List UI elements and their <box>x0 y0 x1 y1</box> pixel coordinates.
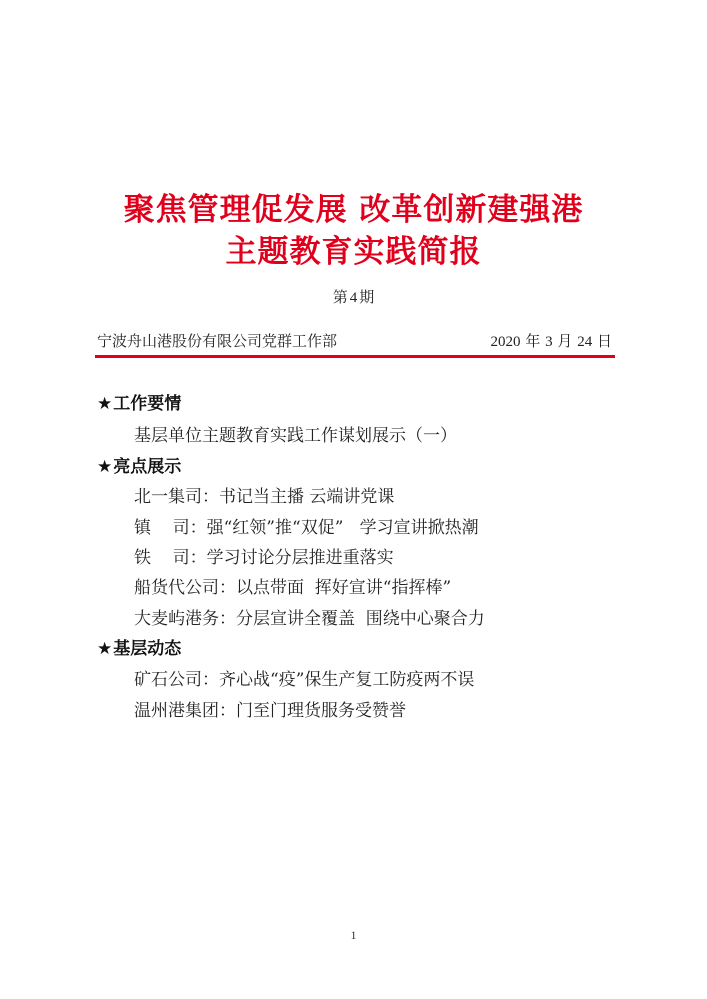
list-item: 大麦屿港务：分层宣讲全覆盖 围绕中心聚合力 <box>134 609 485 629</box>
list-item: 温州港集团：门至门理货服务受赞誉 <box>134 701 406 721</box>
issue-number-label <box>0 286 707 309</box>
section-heading-grassroots <box>97 636 181 662</box>
list-item: 北一集司：书记当主播 云端讲党课 <box>134 487 395 507</box>
section-title: 亮点展示 <box>113 457 182 477</box>
issuing-organization: 宁波舟山港股份有限公司党群工作部 <box>97 332 338 350</box>
list-item: 矿石公司：齐心战“疫”保生产复工防疫两不误 <box>134 670 475 690</box>
list-item: 船货代公司：以点带面 挥好宣讲“指挥棒” <box>134 578 452 598</box>
red-divider-line <box>95 355 615 358</box>
date-day: 24 <box>577 334 593 350</box>
issue-prefix: 第 <box>332 288 348 306</box>
page-number: 1 <box>350 928 357 942</box>
document-title-line-1: 聚焦管理促发展 改革创新建强港 <box>123 192 584 228</box>
list-item: 铁 司：学习讨论分层推进重落实 <box>134 548 394 568</box>
section-heading-highlights <box>97 454 181 480</box>
issue-suffix: 期 <box>359 288 375 306</box>
issue-date <box>491 330 612 353</box>
date-year-unit: 年 <box>525 332 541 350</box>
star-icon: ★ <box>97 394 113 414</box>
section-title: 工作要情 <box>113 394 182 414</box>
date-year: 2020 <box>490 334 521 350</box>
section-title: 基层动态 <box>113 639 182 659</box>
list-item: 镇 司：强“红领”推“双促” 学习宣讲掀热潮 <box>134 518 479 538</box>
document-title-line-2: 主题教育实践简报 <box>225 234 482 270</box>
star-icon: ★ <box>97 457 113 477</box>
issuer-row <box>97 330 612 352</box>
star-icon: ★ <box>97 639 113 659</box>
date-day-unit: 日 <box>596 332 612 350</box>
date-month-unit: 月 <box>557 332 573 350</box>
date-month: 3 <box>545 334 553 350</box>
section-heading-work <box>97 391 181 417</box>
issue-number: 4 <box>349 290 358 306</box>
list-item: 基层单位主题教育实践工作谋划展示（一） <box>134 426 457 446</box>
